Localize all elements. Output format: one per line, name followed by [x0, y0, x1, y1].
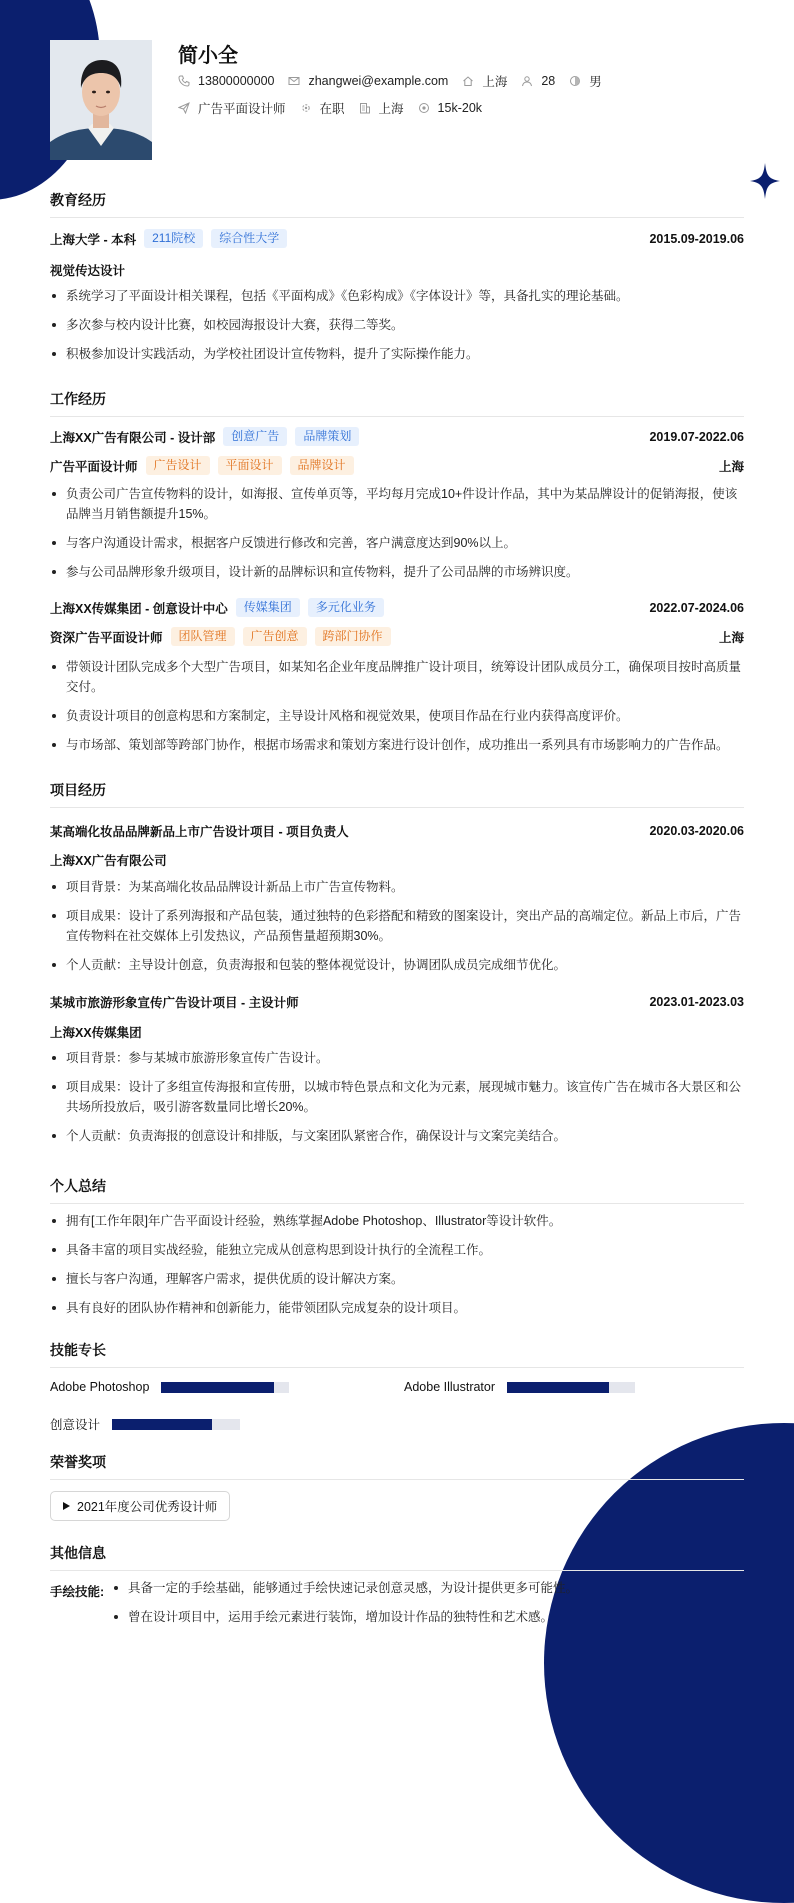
company-tag: 传媒集团 — [236, 598, 300, 617]
play-triangle-icon — [63, 1502, 70, 1510]
city-item — [462, 72, 507, 90]
education-date: 2015.09-2019.06 — [649, 231, 744, 246]
salary-item — [418, 101, 482, 115]
project-name: 某高端化妆品品牌新品上市广告设计项目 - 项目负责人 — [50, 825, 349, 839]
role-tag: 跨部门协作 — [315, 627, 391, 646]
avatar-photo — [50, 40, 152, 160]
list-item: 负责设计项目的创意构思和方案制定，主导设计风格和视觉效果，使项目作品在行业内获得高度评价。 — [50, 706, 744, 726]
age-text: 28 — [541, 74, 556, 88]
company-name: 上海XX广告有限公司 - 设计部 — [50, 430, 216, 445]
summary-bullets — [50, 1211, 744, 1327]
list-item: 擅长与客户沟通，理解客户需求，提供优质的设计解决方案。 — [50, 1269, 744, 1289]
job-intent-row — [178, 99, 496, 117]
skill-level-fill — [161, 1382, 274, 1393]
list-item: 个人贡献：负责海报的创意设计和排版，与文案团队紧密合作，确保设计与文案完美结合。 — [50, 1126, 744, 1146]
job-location: 上海 — [718, 630, 744, 645]
project-2-header — [50, 993, 744, 1011]
status-text: 在职 — [319, 102, 345, 116]
skill-name: Adobe Photoshop — [50, 1380, 150, 1394]
sparkle-star-icon — [750, 163, 780, 199]
project-org: 上海XX传媒集团 — [50, 1026, 142, 1040]
job-date: 2019.07-2022.06 — [649, 429, 744, 444]
list-item: 具备一定的手绘基础，能够通过手绘快速记录创意灵感，为设计提供更多可能性。 — [112, 1578, 744, 1598]
project-date: 2023.01-2023.03 — [649, 995, 744, 1009]
project-org: 上海XX广告有限公司 — [50, 854, 167, 868]
list-item: 积极参加设计实践活动，为学校社团设计宣传物料，提升了实际操作能力。 — [50, 344, 744, 364]
email-icon — [288, 75, 300, 87]
building-icon — [359, 102, 371, 114]
education-header — [50, 229, 744, 248]
company-tag: 品牌策划 — [295, 427, 359, 446]
list-item: 项目成果：设计了多组宣传海报和宣传册，以城市特色景点和文化为元素，展现城市魅力。该宣传广告在城市各大景区和公共场所投放后，吸引游客数量同比增长20%。 — [50, 1077, 744, 1117]
phone-icon — [178, 75, 190, 87]
education-bullets — [50, 286, 744, 373]
other-label: 手绘技能: — [50, 1585, 105, 1599]
expected-city-item — [359, 99, 404, 117]
status-item — [300, 99, 345, 117]
job-title-text: 广告平面设计师 — [198, 102, 286, 116]
skill-name: Adobe Illustrator — [404, 1380, 496, 1394]
project-name: 某城市旅游形象宣传广告设计项目 - 主设计师 — [50, 996, 299, 1010]
phone-text: 13800000000 — [198, 74, 275, 88]
company-name: 上海XX传媒集团 - 创意设计中心 — [50, 601, 228, 616]
job-title-item — [178, 99, 286, 117]
list-item: 个人贡献：主导设计创意，负责海报和包装的整体视觉设计，协调团队成员完成细节优化。 — [50, 955, 744, 975]
job-date: 2022.07-2024.06 — [649, 600, 744, 615]
job-1-bullets — [50, 484, 744, 591]
award-text: 2021年度公司优秀设计师 — [77, 1500, 218, 1514]
list-item: 项目成果：设计了系列海报和产品包装，通过独特的色彩搭配和精致的图案设计，突出产品的高端定位。新品上市后，广告宣传物料在社交媒体上引发热议，产品预售量超预期30%。 — [50, 906, 744, 946]
role-tag: 团队管理 — [171, 627, 235, 646]
email-text: zhangwei@example.com — [308, 74, 449, 88]
section-title-skills: 技能专长 — [50, 1340, 744, 1368]
skill-level-fill — [112, 1419, 212, 1430]
list-item: 曾在设计项目中，运用手绘元素进行装饰，增加设计作品的独特性和艺术感。 — [112, 1607, 744, 1627]
role-name: 资深广告平面设计师 — [50, 630, 163, 645]
contact-info-row — [178, 72, 616, 90]
email-item — [288, 74, 448, 88]
job-1-role — [50, 456, 744, 475]
list-item: 负责公司广告宣传物料的设计，如海报、宣传单页等，平均每月完成10+件设计作品，其中为某品牌设计的促销海报，使该品牌当月销售额提升15%。 — [50, 484, 744, 524]
list-item: 带领设计团队完成多个大型广告项目，如某知名企业年度品牌推广设计项目，统筹设计团队成员分工，确保项目按时高质量交付。 — [50, 657, 744, 697]
list-item: 系统学习了平面设计相关课程，包括《平面构成》《色彩构成》《字体设计》等，具备扎实的理论基础。 — [50, 286, 744, 306]
person-icon — [521, 75, 533, 87]
role-tag: 广告设计 — [146, 456, 210, 475]
project-1-header — [50, 822, 744, 840]
gender-item — [569, 72, 602, 90]
home-icon — [462, 75, 474, 87]
company-tag: 多元化业务 — [308, 598, 384, 617]
skill-item — [50, 1380, 289, 1394]
section-title-summary: 个人总结 — [50, 1176, 744, 1204]
job-location: 上海 — [718, 459, 744, 474]
project-date: 2020.03-2020.06 — [649, 824, 744, 838]
job-2-header — [50, 598, 744, 617]
skill-level-bar — [112, 1419, 240, 1430]
salary-text: 15k-20k — [437, 101, 483, 115]
education-major: 视觉传达设计 — [50, 264, 126, 278]
gender-icon — [569, 75, 581, 87]
list-item: 参与公司品牌形象升级项目，设计新的品牌标识和宣传物料，提升了公司品牌的市场辨识度。 — [50, 562, 744, 582]
skill-name: 创意设计 — [50, 1418, 101, 1432]
section-title-other: 其他信息 — [50, 1543, 744, 1571]
list-item: 多次参与校内设计比赛，如校园海报设计大赛，获得二等奖。 — [50, 315, 744, 335]
skill-level-fill — [507, 1382, 609, 1393]
city-text: 上海 — [482, 75, 508, 89]
candidate-name: 简小全 — [178, 45, 238, 67]
corner-decoration-bottom-right — [544, 1423, 794, 1903]
skill-level-bar — [161, 1382, 289, 1393]
paper-plane-icon — [178, 102, 190, 114]
phone-item — [178, 74, 274, 88]
other-bullets — [112, 1578, 744, 1636]
status-icon — [300, 102, 312, 114]
section-title-work: 工作经历 — [50, 389, 744, 417]
job-1-header — [50, 427, 744, 446]
skill-item — [404, 1380, 635, 1394]
list-item: 项目背景：为某高端化妆品品牌设计新品上市广告宣传物料。 — [50, 877, 744, 897]
skill-level-bar — [507, 1382, 635, 1393]
list-item: 与市场部、策划部等跨部门协作，根据市场需求和策划方案进行设计创作，成功推出一系列具有市场影响力的广告作品。 — [50, 735, 744, 755]
school-tag: 综合性大学 — [211, 229, 287, 248]
project-2-bullets — [50, 1048, 744, 1155]
role-name: 广告平面设计师 — [50, 459, 138, 474]
section-title-projects: 项目经历 — [50, 780, 744, 808]
role-tag: 广告创意 — [243, 627, 307, 646]
project-1-bullets — [50, 877, 744, 984]
salary-icon — [418, 102, 430, 114]
list-item: 与客户沟通设计需求，根据客户反馈进行修改和完善，客户满意度达到90%以上。 — [50, 533, 744, 553]
company-tag: 创意广告 — [223, 427, 287, 446]
age-item — [521, 74, 555, 88]
job-2-bullets — [50, 657, 744, 764]
school-name: 上海大学 - 本科 — [50, 232, 137, 247]
award-item[interactable] — [50, 1491, 230, 1521]
gender-text: 男 — [589, 75, 602, 89]
school-tag: 211院校 — [144, 229, 203, 248]
list-item: 具有良好的团队协作精神和创新能力，能带领团队完成复杂的设计项目。 — [50, 1298, 744, 1318]
job-2-role — [50, 627, 744, 646]
list-item: 项目背景：参与某城市旅游形象宣传广告设计。 — [50, 1048, 744, 1068]
section-title-honors: 荣誉奖项 — [50, 1452, 744, 1480]
role-tag: 平面设计 — [218, 456, 282, 475]
expected-city-text: 上海 — [378, 102, 404, 116]
section-title-education: 教育经历 — [50, 190, 744, 218]
list-item: 具备丰富的项目实战经验，能独立完成从创意构思到设计执行的全流程工作。 — [50, 1240, 744, 1260]
skill-item — [50, 1415, 240, 1433]
role-tag: 品牌设计 — [290, 456, 354, 475]
list-item: 拥有[工作年限]年广告平面设计经验，熟练掌握Adobe Photoshop、Illustrator等设计软件。 — [50, 1211, 744, 1231]
